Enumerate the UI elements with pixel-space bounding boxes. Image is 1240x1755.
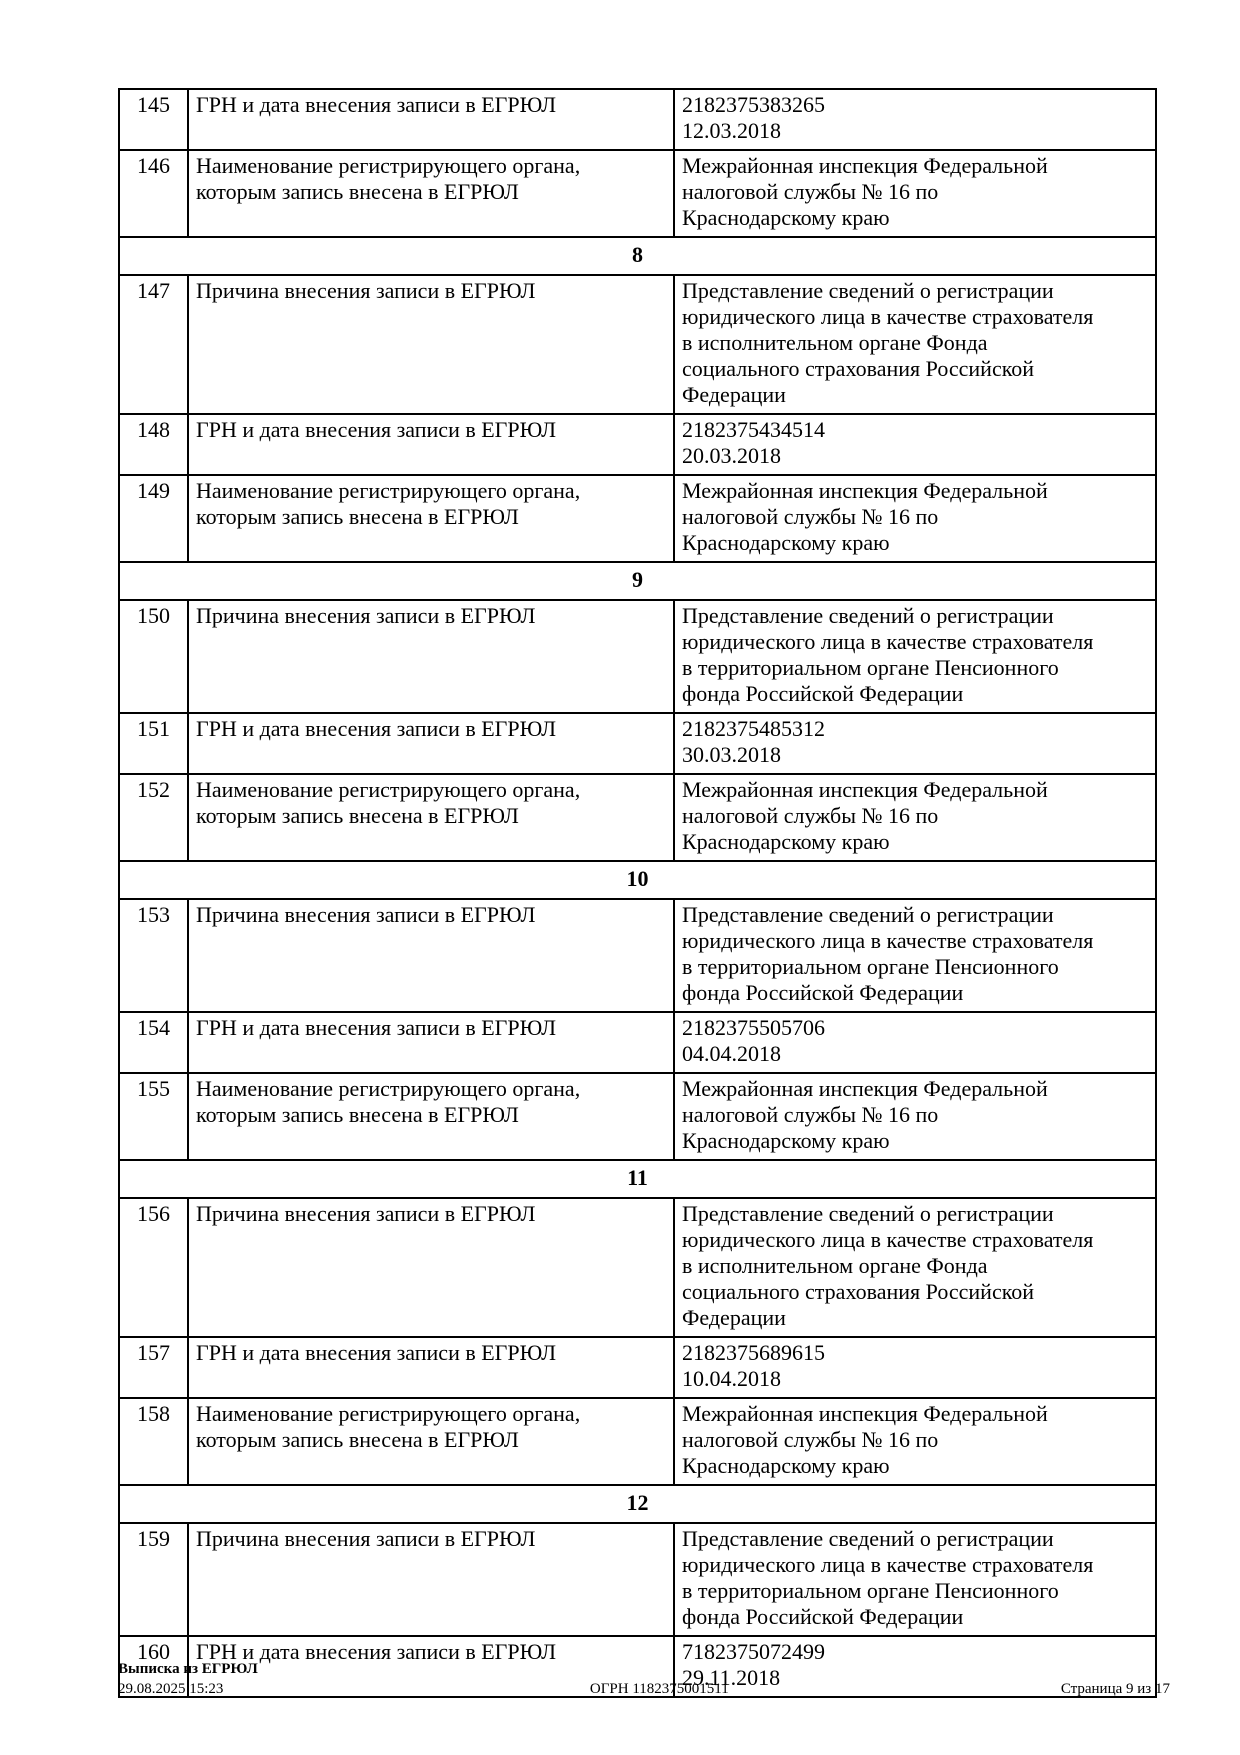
label-line: ГРН и дата внесения записи в ЕГРЮЛ bbox=[196, 417, 557, 442]
value-line: 20.03.2018 bbox=[682, 443, 781, 468]
section-row bbox=[119, 237, 1156, 275]
value-line: налоговой службы № 16 по bbox=[682, 504, 939, 529]
label-line: Причина внесения записи в ЕГРЮЛ bbox=[196, 278, 536, 303]
row-number: 157 bbox=[119, 1337, 188, 1398]
egrul-records-table bbox=[118, 88, 1157, 1698]
value-line: социального страхования Российской bbox=[682, 356, 1035, 381]
row-value bbox=[674, 1523, 1156, 1636]
table-row bbox=[119, 1073, 1156, 1160]
row-value bbox=[674, 89, 1156, 150]
row-value bbox=[674, 1012, 1156, 1073]
row-number: 160 bbox=[119, 1636, 188, 1697]
label-line: Наименование регистрирующего органа, bbox=[196, 1076, 581, 1101]
value-line: в исполнительном органе Фонда bbox=[682, 1253, 988, 1278]
table-row bbox=[119, 150, 1156, 237]
label-line: Причина внесения записи в ЕГРЮЛ bbox=[196, 603, 536, 628]
row-label bbox=[188, 475, 674, 562]
label-line: которым запись внесена в ЕГРЮЛ bbox=[196, 1102, 519, 1127]
section-number: 12 bbox=[119, 1485, 1156, 1523]
value-line: налоговой службы № 16 по bbox=[682, 1427, 939, 1452]
value-line: налоговой службы № 16 по bbox=[682, 803, 939, 828]
value-line: Краснодарскому краю bbox=[682, 1128, 890, 1153]
value-line: в исполнительном органе Фонда bbox=[682, 330, 988, 355]
row-label bbox=[188, 1523, 674, 1636]
row-number: 145 bbox=[119, 89, 188, 150]
row-label bbox=[188, 414, 674, 475]
row-number: 155 bbox=[119, 1073, 188, 1160]
label-line: Наименование регистрирующего органа, bbox=[196, 777, 581, 802]
row-label bbox=[188, 275, 674, 414]
value-line: Межрайонная инспекция Федеральной bbox=[682, 153, 1048, 178]
label-line: Причина внесения записи в ЕГРЮЛ bbox=[196, 902, 536, 927]
value-line: 7182375072499 bbox=[682, 1639, 825, 1664]
value-line: Федерации bbox=[682, 1305, 786, 1330]
value-line: Межрайонная инспекция Федеральной bbox=[682, 777, 1048, 802]
value-line: юридического лица в качестве страхователя bbox=[682, 1227, 1094, 1252]
table-row bbox=[119, 1523, 1156, 1636]
row-value bbox=[674, 899, 1156, 1012]
table-row bbox=[119, 600, 1156, 713]
row-label bbox=[188, 600, 674, 713]
value-line: 30.03.2018 bbox=[682, 742, 781, 767]
value-line: юридического лица в качестве страхователя bbox=[682, 1552, 1094, 1577]
row-label bbox=[188, 1398, 674, 1485]
label-line: ГРН и дата внесения записи в ЕГРЮЛ bbox=[196, 1015, 557, 1040]
value-line: 2182375434514 bbox=[682, 417, 825, 442]
value-line: фонда Российской Федерации bbox=[682, 980, 964, 1005]
value-line: Межрайонная инспекция Федеральной bbox=[682, 478, 1048, 503]
value-line: юридического лица в качестве страхователя bbox=[682, 304, 1094, 329]
value-line: 10.04.2018 bbox=[682, 1366, 781, 1391]
value-line: в территориальном органе Пенсионного bbox=[682, 1578, 1059, 1603]
section-number: 9 bbox=[119, 562, 1156, 600]
section-number: 8 bbox=[119, 237, 1156, 275]
table-row bbox=[119, 1398, 1156, 1485]
value-line: Межрайонная инспекция Федеральной bbox=[682, 1401, 1048, 1426]
value-line: налоговой службы № 16 по bbox=[682, 179, 939, 204]
value-line: 12.03.2018 bbox=[682, 118, 781, 143]
label-line: которым запись внесена в ЕГРЮЛ bbox=[196, 179, 519, 204]
label-line: ГРН и дата внесения записи в ЕГРЮЛ bbox=[196, 92, 557, 117]
row-value bbox=[674, 1198, 1156, 1337]
row-value bbox=[674, 600, 1156, 713]
row-label bbox=[188, 1198, 674, 1337]
value-line: Федерации bbox=[682, 382, 786, 407]
row-number: 159 bbox=[119, 1523, 188, 1636]
table-row bbox=[119, 1198, 1156, 1337]
value-line: юридического лица в качестве страхователя bbox=[682, 629, 1094, 654]
value-line: Представление сведений о регистрации bbox=[682, 902, 1054, 927]
row-value bbox=[674, 713, 1156, 774]
label-line: ГРН и дата внесения записи в ЕГРЮЛ bbox=[196, 1340, 557, 1365]
row-number: 152 bbox=[119, 774, 188, 861]
row-number: 149 bbox=[119, 475, 188, 562]
value-line: налоговой службы № 16 по bbox=[682, 1102, 939, 1127]
label-line: которым запись внесена в ЕГРЮЛ bbox=[196, 803, 519, 828]
footer-document-title: Выписка из ЕГРЮЛ bbox=[118, 1661, 258, 1677]
value-line: Представление сведений о регистрации bbox=[682, 603, 1054, 628]
row-value bbox=[674, 1398, 1156, 1485]
row-value bbox=[674, 150, 1156, 237]
value-line: 2182375383265 bbox=[682, 92, 825, 117]
value-line: Представление сведений о регистрации bbox=[682, 1526, 1054, 1551]
row-number: 153 bbox=[119, 899, 188, 1012]
value-line: Краснодарскому краю bbox=[682, 205, 890, 230]
value-line: 2182375485312 bbox=[682, 716, 825, 741]
value-line: социального страхования Российской bbox=[682, 1279, 1035, 1304]
row-number: 146 bbox=[119, 150, 188, 237]
label-line: ГРН и дата внесения записи в ЕГРЮЛ bbox=[196, 1639, 557, 1664]
row-value bbox=[674, 774, 1156, 861]
value-line: Межрайонная инспекция Федеральной bbox=[682, 1076, 1048, 1101]
row-label bbox=[188, 713, 674, 774]
label-line: которым запись внесена в ЕГРЮЛ bbox=[196, 1427, 519, 1452]
label-line: Наименование регистрирующего органа, bbox=[196, 478, 581, 503]
row-value bbox=[674, 475, 1156, 562]
label-line: Наименование регистрирующего органа, bbox=[196, 153, 581, 178]
section-number: 10 bbox=[119, 861, 1156, 899]
row-number: 147 bbox=[119, 275, 188, 414]
table-row bbox=[119, 713, 1156, 774]
value-line: юридического лица в качестве страхователя bbox=[682, 928, 1094, 953]
row-label bbox=[188, 89, 674, 150]
row-number: 158 bbox=[119, 1398, 188, 1485]
row-number: 151 bbox=[119, 713, 188, 774]
value-line: 04.04.2018 bbox=[682, 1041, 781, 1066]
section-row bbox=[119, 861, 1156, 899]
value-line: Представление сведений о регистрации bbox=[682, 1201, 1054, 1226]
value-line: в территориальном органе Пенсионного bbox=[682, 954, 1059, 979]
label-line: Причина внесения записи в ЕГРЮЛ bbox=[196, 1201, 536, 1226]
value-line: в территориальном органе Пенсионного bbox=[682, 655, 1059, 680]
value-line: фонда Российской Федерации bbox=[682, 1604, 964, 1629]
footer-document-info bbox=[118, 1659, 258, 1699]
row-value bbox=[674, 414, 1156, 475]
table-row bbox=[119, 89, 1156, 150]
row-number: 156 bbox=[119, 1198, 188, 1337]
table-row bbox=[119, 899, 1156, 1012]
label-line: Наименование регистрирующего органа, bbox=[196, 1401, 581, 1426]
row-number: 148 bbox=[119, 414, 188, 475]
row-number: 154 bbox=[119, 1012, 188, 1073]
row-label bbox=[188, 774, 674, 861]
label-line: которым запись внесена в ЕГРЮЛ bbox=[196, 504, 519, 529]
row-label bbox=[188, 1012, 674, 1073]
label-line: ГРН и дата внесения записи в ЕГРЮЛ bbox=[196, 716, 557, 741]
row-value bbox=[674, 275, 1156, 414]
section-row bbox=[119, 562, 1156, 600]
label-line: Причина внесения записи в ЕГРЮЛ bbox=[196, 1526, 536, 1551]
footer-generated-datetime: 29.08.2025 15:23 bbox=[118, 1681, 224, 1697]
row-label bbox=[188, 1073, 674, 1160]
footer-page-number: Страница 9 из 17 bbox=[1060, 1681, 1170, 1697]
section-row bbox=[119, 1485, 1156, 1523]
section-row bbox=[119, 1160, 1156, 1198]
table-row bbox=[119, 774, 1156, 861]
row-label bbox=[188, 150, 674, 237]
table-row bbox=[119, 275, 1156, 414]
egrul-table-body bbox=[119, 89, 1156, 1697]
value-line: Краснодарскому краю bbox=[682, 1453, 890, 1478]
row-label bbox=[188, 1337, 674, 1398]
row-number: 150 bbox=[119, 600, 188, 713]
table-row bbox=[119, 1012, 1156, 1073]
page-footer bbox=[118, 1659, 1170, 1699]
value-line: Краснодарскому краю bbox=[682, 530, 890, 555]
value-line: 29.11.2018 bbox=[682, 1665, 781, 1690]
value-line: 2182375505706 bbox=[682, 1015, 825, 1040]
value-line: Представление сведений о регистрации bbox=[682, 278, 1054, 303]
row-value bbox=[674, 1073, 1156, 1160]
section-number: 11 bbox=[119, 1160, 1156, 1198]
table-row bbox=[119, 475, 1156, 562]
value-line: Краснодарскому краю bbox=[682, 829, 890, 854]
value-line: 2182375689615 bbox=[682, 1340, 825, 1365]
table-row bbox=[119, 414, 1156, 475]
row-value bbox=[674, 1337, 1156, 1398]
footer-ogrn: ОГРН 1182375001511 bbox=[589, 1681, 729, 1697]
row-label bbox=[188, 899, 674, 1012]
value-line: фонда Российской Федерации bbox=[682, 681, 964, 706]
table-row bbox=[119, 1337, 1156, 1398]
